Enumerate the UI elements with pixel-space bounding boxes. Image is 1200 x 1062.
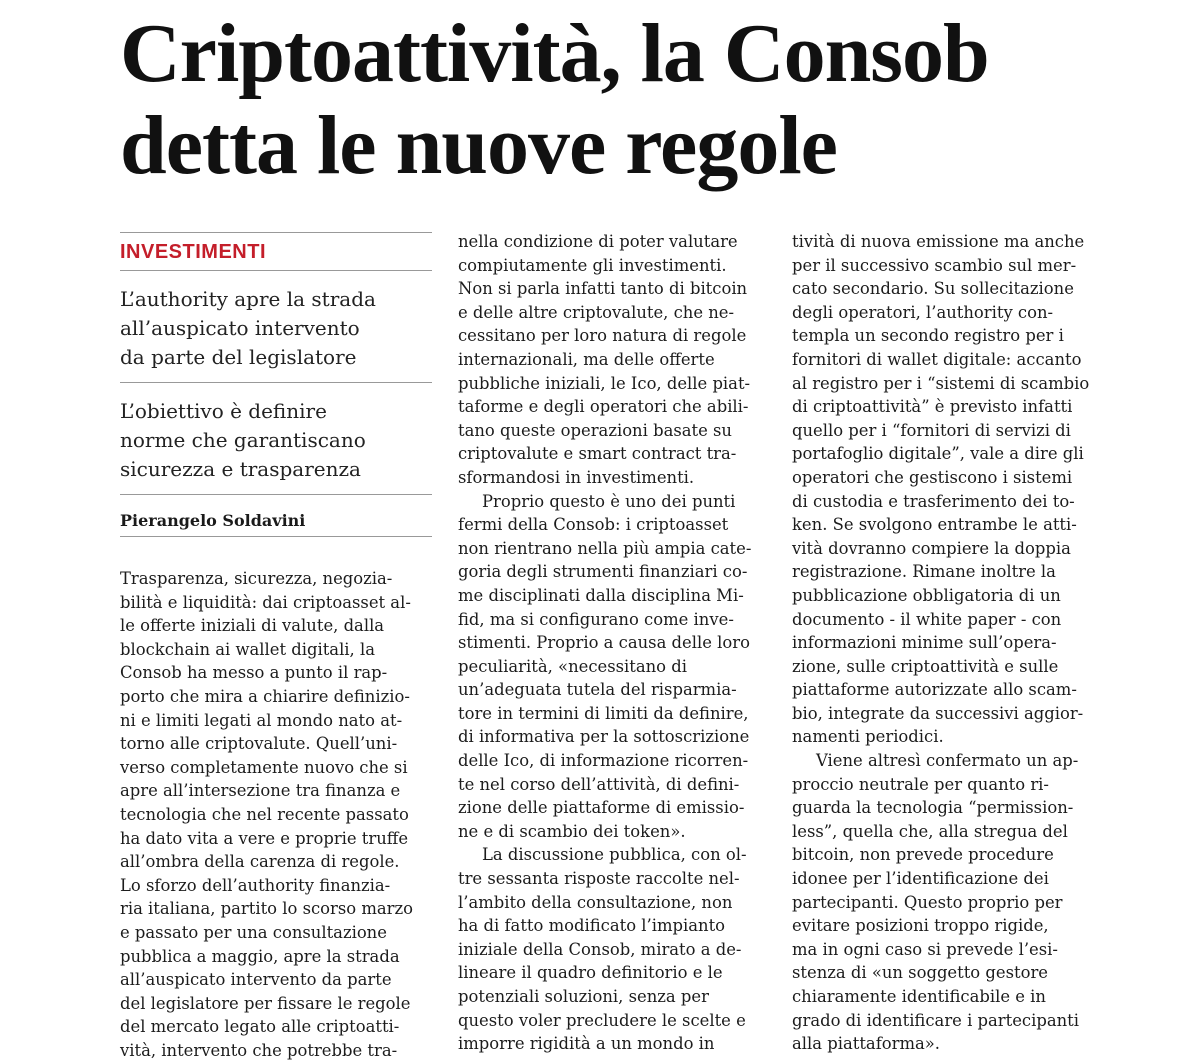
body-line: apre all’intersezione tra finanza e [120, 781, 401, 801]
body-line: di custodia e trasferimento dei to- [792, 491, 1075, 511]
body-line: operatori che gestiscono i sistemi [792, 467, 1073, 487]
body-line: criptovalute e smart contract tra- [458, 444, 737, 464]
body-line: ken. Se svolgono entrambe le atti- [792, 515, 1077, 535]
body-line: porto che mira a chiarire definizio- [120, 686, 410, 706]
body-line: Viene altresì confermato un ap- [816, 751, 1079, 771]
article-headline [120, 8, 1190, 192]
summary-1-line: da parte del legislatore [120, 345, 357, 369]
body-line: bitcoin, non prevede procedure [792, 845, 1054, 865]
body-line: tore in termini di limiti da definire, [458, 703, 749, 723]
body-line: pubblica a maggio, apre la strada [120, 946, 400, 966]
body-line: questo voler precludere le scelte e [458, 1010, 746, 1030]
body-line: di criptoattività” è previsto infatti [792, 397, 1073, 417]
body-line: tano queste operazioni basate su [458, 420, 732, 440]
body-line: iniziale della Consob, mirato a de- [458, 939, 742, 959]
body-line: e delle altre criptovalute, che ne- [458, 302, 735, 322]
body-line: idonee per l’identificazione dei [792, 869, 1049, 889]
body-line: le offerte iniziali di valute, dalla [120, 616, 385, 636]
body-line: Lo sforzo dell’authority finanzia- [120, 875, 391, 895]
body-line: guarda la tecnologia “permission- [792, 798, 1074, 818]
summary-1 [120, 271, 432, 383]
body-column-2 [458, 230, 764, 1056]
body-line: imporre rigidità a un mondo in [458, 1034, 715, 1054]
body-line: peculiarità, «necessitano di [458, 656, 687, 676]
body-line: un’adeguata tutela del risparmia- [458, 680, 737, 700]
body-line: tre sessanta risposte raccolte nel- [458, 869, 740, 889]
body-line: ha dato vita a vere e proprie truffe [120, 828, 409, 848]
body-line: me disciplinati dalla disciplina Mi- [458, 585, 744, 605]
body-line: less”, quella che, alla stregua del [792, 821, 1068, 841]
middle-column [458, 230, 764, 1056]
body-line: del legislatore per fissare le regole [120, 993, 411, 1013]
headline-line-1: Criptoattività, la Consob [120, 7, 989, 100]
body-line: te nel corso dell’attività, di defini- [458, 774, 740, 794]
body-line: compiutamente gli investimenti. [458, 255, 727, 275]
body-line: bio, integrate da successivi aggior- [792, 703, 1084, 723]
body-line: zione delle piattaforme di emissio- [458, 798, 745, 818]
body-line: cato secondario. Su sollecitazione [792, 279, 1074, 299]
summary-1-line: L’authority apre la strada [120, 287, 376, 311]
body-line: vità, intervento che potrebbe tra- [120, 1040, 398, 1060]
body-line: al registro per i “sistemi di scambio [792, 373, 1090, 393]
body-line: fid, ma si configurano come inve- [458, 609, 734, 629]
body-line: Proprio questo è uno dei punti [482, 491, 736, 511]
body-line: grado di identificare i partecipanti [792, 1010, 1079, 1030]
body-line: fornitori di wallet digitale: accanto [792, 349, 1082, 369]
body-line: ma in ogni caso si prevede l’esi- [792, 939, 1058, 959]
section-label: INVESTIMENTI [120, 232, 432, 271]
body-line: piattaforme autorizzate allo scam- [792, 680, 1077, 700]
body-line: ni e limiti legati al mondo nato at- [120, 710, 403, 730]
body-line: tecnologia che nel recente passato [120, 804, 409, 824]
body-line: fermi della Consob: i criptoasset [458, 515, 729, 535]
summary-2 [120, 383, 432, 495]
body-line: per il successivo scambio sul mer- [792, 255, 1077, 275]
body-line: tività di nuova emissione ma anche [792, 232, 1085, 251]
body-line: zione, sulle criptoattività e sulle [792, 656, 1059, 676]
body-line: partecipanti. Questo proprio per [792, 892, 1063, 912]
summary-1-line: all’auspicato intervento [120, 316, 360, 340]
body-line: La discussione pubblica, con ol- [482, 845, 747, 865]
body-line: ne e di scambio dei token». [458, 821, 686, 841]
body-column-3 [792, 230, 1100, 1056]
body-line: delle Ico, di informazione ricorren- [458, 751, 749, 771]
body-line: quello per i “fornitori di servizi di [792, 420, 1071, 440]
body-line: chiaramente identificabile e in [792, 987, 1046, 1006]
right-column [792, 230, 1100, 1056]
body-line: namenti periodici. [792, 727, 944, 747]
body-line: pubblicazione obbligatoria di un [792, 585, 1061, 605]
body-line: blockchain ai wallet digitali, la [120, 639, 375, 659]
body-line: di informativa per la sottoscrizione [458, 727, 750, 747]
author-byline: Pierangelo Soldavini [120, 495, 432, 537]
body-column-1 [120, 567, 432, 1062]
summary-2-line: L’obiettivo è definire [120, 399, 327, 423]
body-line: all’ombra della carenza di regole. [120, 852, 400, 872]
summary-2-line: norme che garantiscano [120, 428, 366, 452]
body-line: Consob ha messo a punto il rap- [120, 663, 388, 683]
body-line: pubbliche iniziali, le Ico, delle piat- [458, 373, 751, 393]
body-line: del mercato legato alle criptoatti- [120, 1017, 400, 1037]
body-line: e passato per una consultazione [120, 922, 387, 942]
left-column [120, 232, 432, 1062]
body-line: degli operatori, l’authority con- [792, 302, 1054, 322]
body-line: torno alle criptovalute. Quell’uni- [120, 734, 398, 754]
body-line: nella condizione di poter valutare [458, 232, 738, 251]
body-line: stimenti. Proprio a causa delle loro [458, 633, 750, 653]
body-line: cessitano per loro natura di regole [458, 326, 747, 346]
body-line: stenza di «un soggetto gestore [792, 963, 1048, 983]
summary-2-line: sicurezza e trasparenza [120, 457, 361, 481]
body-line: internazionali, ma delle offerte [458, 349, 715, 369]
body-line: sformandosi in investimenti. [458, 467, 695, 487]
body-line: verso completamente nuovo che si [120, 757, 408, 777]
body-line: taforme e degli operatori che abili- [458, 397, 749, 417]
body-line: all’auspicato intervento da parte [120, 970, 392, 990]
body-line: documento - il white paper - con [792, 609, 1062, 629]
body-line: Non si parla infatti tanto di bitcoin [458, 279, 748, 299]
body-line: templa un secondo registro per i [792, 326, 1064, 346]
body-line: ha di fatto modificato l’impianto [458, 916, 726, 936]
body-line: Trasparenza, sicurezza, negozia- [120, 569, 393, 588]
body-line: proccio neutrale per quanto ri- [792, 774, 1049, 794]
body-line: evitare posizioni troppo rigide, [792, 916, 1049, 936]
body-line: potenziali soluzioni, senza per [458, 987, 709, 1006]
body-line: lineare il quadro definitorio e le [458, 963, 723, 983]
body-line: l’ambito della consultazione, non [458, 892, 733, 912]
body-line: non rientrano nella più ampia cate- [458, 538, 752, 558]
body-line: alla piattaforma». [792, 1034, 941, 1054]
body-line: portafoglio digitale”, vale a dire gli [792, 444, 1084, 464]
body-line: vità dovranno compiere la doppia [792, 538, 1071, 558]
body-line: goria degli strumenti finanziari co- [458, 562, 748, 582]
body-line: bilità e liquidità: dai criptoasset al- [120, 592, 411, 612]
body-line: informazioni minime sull’opera- [792, 633, 1057, 653]
headline-line-2: detta le nuove regole [120, 99, 837, 192]
body-line: registrazione. Rimane inoltre la [792, 562, 1056, 582]
body-line: ria italiana, partito lo scorso marzo [120, 899, 414, 919]
